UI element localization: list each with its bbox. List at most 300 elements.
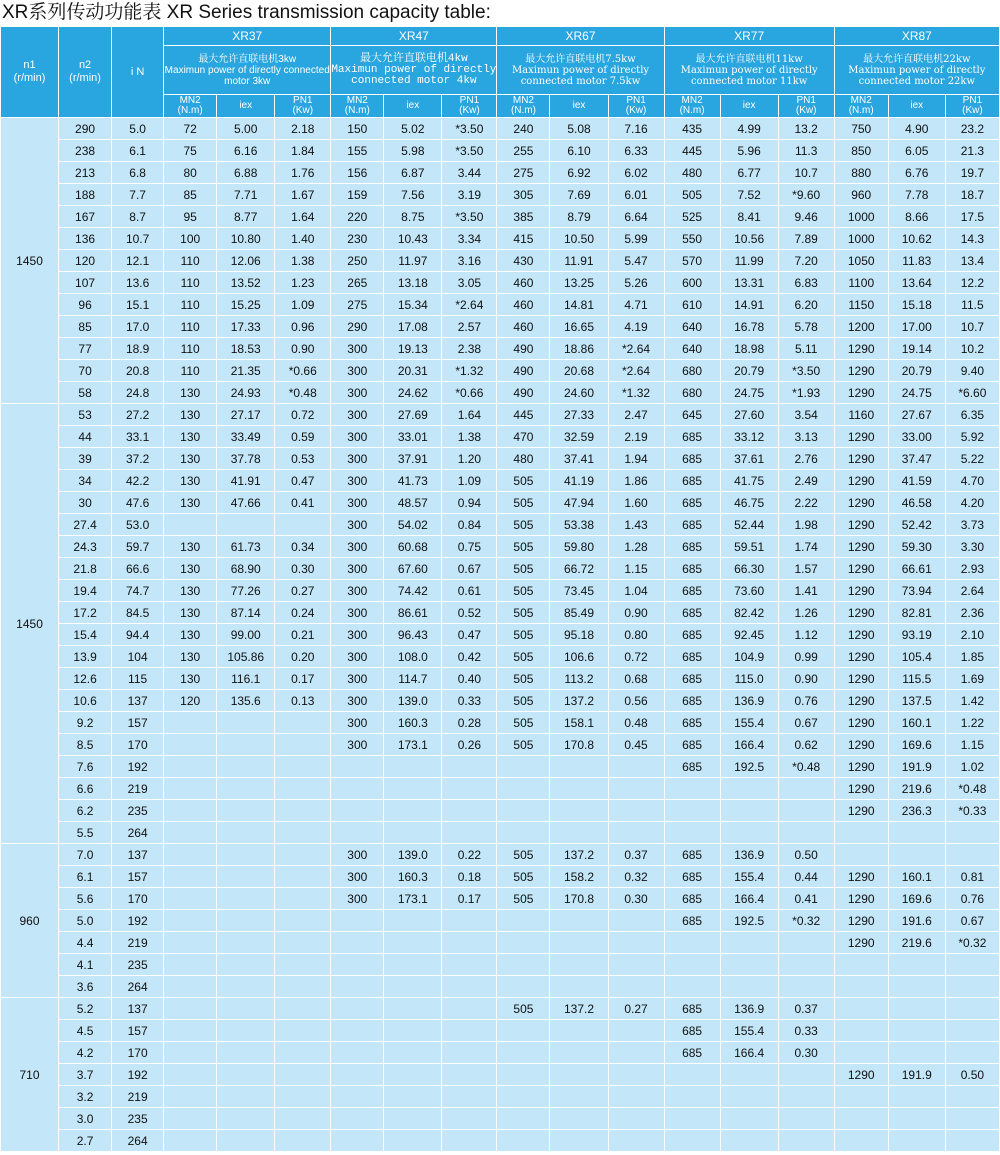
table-cell (888, 998, 945, 1020)
table-cell: 1.04 (608, 580, 664, 602)
table-cell: 110 (164, 338, 217, 360)
table-cell (384, 954, 442, 976)
output-speed-cell: 6.2 (59, 800, 112, 822)
table-cell: 0.30 (275, 558, 331, 580)
output-speed-cell: 4.4 (59, 932, 112, 954)
table-cell (497, 954, 550, 976)
table-cell: 166.4 (720, 888, 778, 910)
table-cell: 300 (331, 360, 384, 382)
table-cell (778, 1130, 834, 1152)
input-speed-cell: 710 (1, 998, 59, 1152)
table-cell: 37.61 (720, 448, 778, 470)
table-cell: 0.68 (608, 668, 664, 690)
table-cell: *9.60 (778, 184, 834, 206)
table-cell: 685 (664, 514, 720, 536)
table-cell: 0.67 (778, 712, 834, 734)
motor-note-en: Maximun power of directly connected motor 4kw (331, 63, 497, 87)
table-cell (497, 800, 550, 822)
table-row (1, 448, 1000, 470)
capacity-table-wrapper (0, 26, 1000, 1152)
table-cell: 1.74 (778, 536, 834, 558)
table-cell: 240 (497, 118, 550, 140)
table-cell: 192.5 (720, 756, 778, 778)
table-cell: 0.76 (945, 888, 999, 910)
table-cell: 1290 (834, 602, 888, 624)
table-cell: 113.2 (550, 668, 608, 690)
table-row (1, 250, 1000, 272)
table-cell: 7.89 (778, 228, 834, 250)
table-cell: 166.4 (720, 734, 778, 756)
table-cell (550, 778, 608, 800)
table-cell: 1.85 (945, 646, 999, 668)
table-cell: 1.86 (608, 470, 664, 492)
output-speed-cell: 5.6 (59, 888, 112, 910)
table-cell: 18.98 (720, 338, 778, 360)
ratio-cell: 264 (112, 822, 164, 844)
table-cell: 7.78 (888, 184, 945, 206)
table-cell: 130 (164, 470, 217, 492)
table-cell: 1.57 (778, 558, 834, 580)
table-row (1, 294, 1000, 316)
table-cell (720, 800, 778, 822)
table-cell: 130 (164, 602, 217, 624)
table-cell (331, 954, 384, 976)
table-cell: 130 (164, 624, 217, 646)
table-cell: 2.10 (945, 624, 999, 646)
table-cell (778, 1108, 834, 1130)
table-cell: 87.14 (217, 602, 275, 624)
table-cell: 6.77 (720, 162, 778, 184)
table-cell: 850 (834, 140, 888, 162)
table-cell: 41.73 (384, 470, 442, 492)
table-cell (164, 932, 217, 954)
ratio-cell: 157 (112, 866, 164, 888)
output-speed-cell: 8.5 (59, 734, 112, 756)
model-header-xr37: XR37 (164, 27, 331, 46)
table-cell: 110 (164, 294, 217, 316)
table-cell (275, 1042, 331, 1064)
table-cell: 685 (664, 646, 720, 668)
table-cell (888, 954, 945, 976)
table-cell: 300 (331, 866, 384, 888)
table-cell (442, 954, 497, 976)
table-cell (164, 998, 217, 1020)
table-cell (834, 976, 888, 998)
motor-note-en: Maximun power of directly connected motor 11kw (680, 64, 818, 87)
table-cell: 8.79 (550, 206, 608, 228)
table-cell: 1.20 (442, 448, 497, 470)
table-cell: 0.30 (608, 888, 664, 910)
table-cell (945, 822, 999, 844)
table-cell (888, 844, 945, 866)
table-cell (331, 1086, 384, 1108)
table-cell: 13.18 (384, 272, 442, 294)
table-cell: 505 (497, 492, 550, 514)
table-cell: 5.22 (945, 448, 999, 470)
table-cell (164, 756, 217, 778)
output-speed-cell: 24.3 (59, 536, 112, 558)
table-cell: 1.69 (945, 668, 999, 690)
table-cell: 116.1 (217, 668, 275, 690)
table-cell (497, 910, 550, 932)
input-speed-cell: 1450 (1, 404, 59, 844)
table-cell: 6.16 (217, 140, 275, 162)
table-cell (888, 822, 945, 844)
table-cell: 3.34 (442, 228, 497, 250)
table-cell (275, 976, 331, 998)
table-cell: 0.47 (275, 470, 331, 492)
table-cell: 0.33 (778, 1020, 834, 1042)
table-cell: 6.88 (217, 162, 275, 184)
table-cell (497, 1086, 550, 1108)
table-cell (834, 1042, 888, 1064)
table-cell: 6.83 (778, 272, 834, 294)
table-cell: 1.64 (442, 404, 497, 426)
table-cell: 435 (664, 118, 720, 140)
table-cell (384, 998, 442, 1020)
table-cell: 3.44 (442, 162, 497, 184)
table-cell (608, 1130, 664, 1152)
table-cell (384, 910, 442, 932)
motor-note-cn: 最大允许直联电机22kw (863, 53, 971, 65)
table-cell: 82.81 (888, 602, 945, 624)
table-row (1, 272, 1000, 294)
table-cell (384, 800, 442, 822)
output-speed-cell: 136 (59, 228, 112, 250)
table-cell: 0.26 (442, 734, 497, 756)
table-cell (778, 932, 834, 954)
output-speed-cell: 167 (59, 206, 112, 228)
table-cell: 5.78 (778, 316, 834, 338)
table-cell: 130 (164, 668, 217, 690)
table-cell: 106.6 (550, 646, 608, 668)
table-cell (442, 1042, 497, 1064)
table-cell: 1100 (834, 272, 888, 294)
table-cell (331, 1064, 384, 1086)
table-cell: 24.62 (384, 382, 442, 404)
table-row (1, 492, 1000, 514)
input-speed-cell: 1450 (1, 118, 59, 404)
ratio-cell: 157 (112, 712, 164, 734)
ratio-cell: 59.7 (112, 536, 164, 558)
table-cell: 66.61 (888, 558, 945, 580)
table-cell: 108.0 (384, 646, 442, 668)
table-cell: 139.0 (384, 690, 442, 712)
input-speed-cell: 960 (1, 844, 59, 998)
table-cell: 130 (164, 536, 217, 558)
table-cell: 415 (497, 228, 550, 250)
table-cell (608, 822, 664, 844)
table-cell: 12.2 (945, 272, 999, 294)
table-cell (275, 778, 331, 800)
table-cell: 1290 (834, 756, 888, 778)
table-cell: 2.57 (442, 316, 497, 338)
table-cell (275, 910, 331, 932)
table-cell: 95 (164, 206, 217, 228)
table-cell: *1.93 (778, 382, 834, 404)
table-cell: 470 (497, 426, 550, 448)
table-cell: 5.02 (384, 118, 442, 140)
motor-note-xr67 (497, 46, 664, 95)
table-cell (945, 998, 999, 1020)
table-cell (834, 998, 888, 1020)
table-cell: 1.84 (275, 140, 331, 162)
table-cell: 155.4 (720, 866, 778, 888)
table-cell: 685 (664, 1042, 720, 1064)
table-cell: 685 (664, 426, 720, 448)
table-cell: 0.40 (442, 668, 497, 690)
table-cell (217, 712, 275, 734)
table-cell (550, 1020, 608, 1042)
ratio-cell: 6.1 (112, 140, 164, 162)
table-cell: 20.31 (384, 360, 442, 382)
table-cell (778, 954, 834, 976)
table-cell: 505 (497, 866, 550, 888)
table-cell (442, 932, 497, 954)
table-cell: 115.0 (720, 668, 778, 690)
table-cell: 1.28 (608, 536, 664, 558)
table-cell: 59.51 (720, 536, 778, 558)
output-speed-cell: 7.6 (59, 756, 112, 778)
table-cell (664, 1064, 720, 1086)
table-cell: 23.2 (945, 118, 999, 140)
table-cell: 0.52 (442, 602, 497, 624)
table-row (1, 316, 1000, 338)
table-cell: 5.99 (608, 228, 664, 250)
table-cell: 52.44 (720, 514, 778, 536)
table-cell: 680 (664, 382, 720, 404)
ratio-cell: 157 (112, 1020, 164, 1042)
table-cell: 0.67 (945, 910, 999, 932)
table-cell (331, 1130, 384, 1152)
table-cell: 6.87 (384, 162, 442, 184)
table-row (1, 690, 1000, 712)
table-cell (275, 844, 331, 866)
table-cell: 67.60 (384, 558, 442, 580)
table-cell: 490 (497, 360, 550, 382)
table-cell: 685 (664, 756, 720, 778)
table-cell: 0.61 (442, 580, 497, 602)
table-cell: 300 (331, 602, 384, 624)
ratio-cell: 115 (112, 668, 164, 690)
table-cell: 300 (331, 404, 384, 426)
output-speed-cell: 15.4 (59, 624, 112, 646)
table-cell: 685 (664, 470, 720, 492)
table-cell (331, 932, 384, 954)
table-cell: 1290 (834, 932, 888, 954)
ratio-cell: 47.6 (112, 492, 164, 514)
table-cell (275, 1020, 331, 1042)
table-cell: 3.05 (442, 272, 497, 294)
table-cell: 2.76 (778, 448, 834, 470)
table-cell: 74.42 (384, 580, 442, 602)
table-cell: 10.56 (720, 228, 778, 250)
ratio-cell: 8.7 (112, 206, 164, 228)
table-cell: 0.48 (608, 712, 664, 734)
table-cell: 169.6 (888, 734, 945, 756)
table-cell (608, 800, 664, 822)
table-cell: 59.80 (550, 536, 608, 558)
table-cell: 1290 (834, 734, 888, 756)
table-cell: 1290 (834, 910, 888, 932)
table-cell: 0.67 (442, 558, 497, 580)
table-cell: 192.5 (720, 910, 778, 932)
ratio-cell: 219 (112, 932, 164, 954)
rated-torque-header: MN2 (N.m) (497, 95, 550, 118)
table-cell (217, 1042, 275, 1064)
table-cell: 525 (664, 206, 720, 228)
table-cell: 41.19 (550, 470, 608, 492)
table-cell: 158.1 (550, 712, 608, 734)
table-cell: 120 (164, 690, 217, 712)
table-cell: 8.41 (720, 206, 778, 228)
table-cell: 685 (664, 492, 720, 514)
table-cell: 2.64 (945, 580, 999, 602)
table-cell (608, 910, 664, 932)
table-cell (497, 1042, 550, 1064)
table-cell: 0.28 (442, 712, 497, 734)
table-cell: 13.52 (217, 272, 275, 294)
table-cell: 5.92 (945, 426, 999, 448)
table-cell: 505 (497, 536, 550, 558)
table-cell (275, 514, 331, 536)
table-cell: 191.6 (888, 910, 945, 932)
table-cell: 13.25 (550, 272, 608, 294)
table-cell: 160.3 (384, 712, 442, 734)
table-cell (834, 954, 888, 976)
table-cell: 95.18 (550, 624, 608, 646)
table-cell: 1290 (834, 536, 888, 558)
output-speed-cell: 213 (59, 162, 112, 184)
table-cell: 6.05 (888, 140, 945, 162)
output-speed-cell: 70 (59, 360, 112, 382)
ratio-cell: 74.7 (112, 580, 164, 602)
table-row (1, 734, 1000, 756)
table-cell: 1.42 (945, 690, 999, 712)
table-cell (888, 1020, 945, 1042)
table-cell: 6.35 (945, 404, 999, 426)
input-power-header: PN1 (Kw) (778, 95, 834, 118)
table-cell (331, 910, 384, 932)
table-cell: 1290 (834, 778, 888, 800)
table-cell: 1290 (834, 580, 888, 602)
table-cell (217, 822, 275, 844)
table-cell (497, 976, 550, 998)
ratio-cell: 24.8 (112, 382, 164, 404)
table-cell (664, 1130, 720, 1152)
table-cell (834, 844, 888, 866)
table-cell: 300 (331, 712, 384, 734)
table-cell (497, 1130, 550, 1152)
table-cell: 24.75 (888, 382, 945, 404)
table-cell (664, 1108, 720, 1130)
table-cell: 4.99 (720, 118, 778, 140)
table-cell: 0.53 (275, 448, 331, 470)
table-cell (720, 1108, 778, 1130)
ratio-exact-header: iex (384, 95, 442, 118)
table-cell: 0.80 (608, 624, 664, 646)
table-cell: 460 (497, 316, 550, 338)
table-cell: 505 (497, 712, 550, 734)
table-cell: 685 (664, 888, 720, 910)
table-cell: 960 (834, 184, 888, 206)
output-speed-cell: 5.5 (59, 822, 112, 844)
table-cell: 300 (331, 844, 384, 866)
table-cell (608, 756, 664, 778)
table-cell: *0.32 (945, 932, 999, 954)
table-cell: 505 (497, 888, 550, 910)
table-cell: 130 (164, 646, 217, 668)
table-cell: 18.53 (217, 338, 275, 360)
table-cell: 505 (497, 690, 550, 712)
table-cell: 130 (164, 426, 217, 448)
table-cell: 0.50 (778, 844, 834, 866)
table-cell (778, 1086, 834, 1108)
table-cell: 2.18 (275, 118, 331, 140)
output-speed-cell: 21.8 (59, 558, 112, 580)
table-cell: 15.34 (384, 294, 442, 316)
table-cell: 6.10 (550, 140, 608, 162)
output-speed-cell: 188 (59, 184, 112, 206)
table-cell: 255 (497, 140, 550, 162)
input-power-header: PN1 (Kw) (945, 95, 999, 118)
output-speed-cell: 6.6 (59, 778, 112, 800)
table-cell (217, 998, 275, 1020)
table-cell (664, 1086, 720, 1108)
table-cell: 1.38 (275, 250, 331, 272)
table-cell (497, 932, 550, 954)
table-cell: 7.56 (384, 184, 442, 206)
output-speed-cell: 77 (59, 338, 112, 360)
table-cell (384, 932, 442, 954)
table-cell: 480 (497, 448, 550, 470)
motor-note-en: Maximun power of directly connected motor 22kw (848, 64, 986, 87)
table-cell (664, 954, 720, 976)
table-cell: 21.35 (217, 360, 275, 382)
table-cell: 685 (664, 690, 720, 712)
table-cell: 5.11 (778, 338, 834, 360)
table-cell: 0.30 (778, 1042, 834, 1064)
table-cell (331, 1042, 384, 1064)
table-cell: 86.61 (384, 602, 442, 624)
table-cell: 54.02 (384, 514, 442, 536)
output-speed-cell: 34 (59, 470, 112, 492)
output-speed-cell: 5.2 (59, 998, 112, 1020)
table-cell: 8.75 (384, 206, 442, 228)
ratio-exact-header: iex (217, 95, 275, 118)
table-cell: 300 (331, 734, 384, 756)
table-cell (888, 1108, 945, 1130)
capacity-table-body (1, 118, 1000, 1152)
table-cell (550, 822, 608, 844)
table-cell: 18.7 (945, 184, 999, 206)
table-cell (217, 1086, 275, 1108)
table-cell (164, 888, 217, 910)
table-cell: 1290 (834, 1064, 888, 1086)
table-cell: 490 (497, 382, 550, 404)
table-cell: *0.48 (275, 382, 331, 404)
table-row (1, 998, 1000, 1020)
table-cell: 32.59 (550, 426, 608, 448)
table-cell: 21.3 (945, 140, 999, 162)
table-cell: 1290 (834, 646, 888, 668)
table-cell (497, 822, 550, 844)
table-cell: 1.40 (275, 228, 331, 250)
ratio-cell: 33.1 (112, 426, 164, 448)
table-cell: 685 (664, 580, 720, 602)
table-cell: *2.64 (608, 360, 664, 382)
table-cell: 1.60 (608, 492, 664, 514)
